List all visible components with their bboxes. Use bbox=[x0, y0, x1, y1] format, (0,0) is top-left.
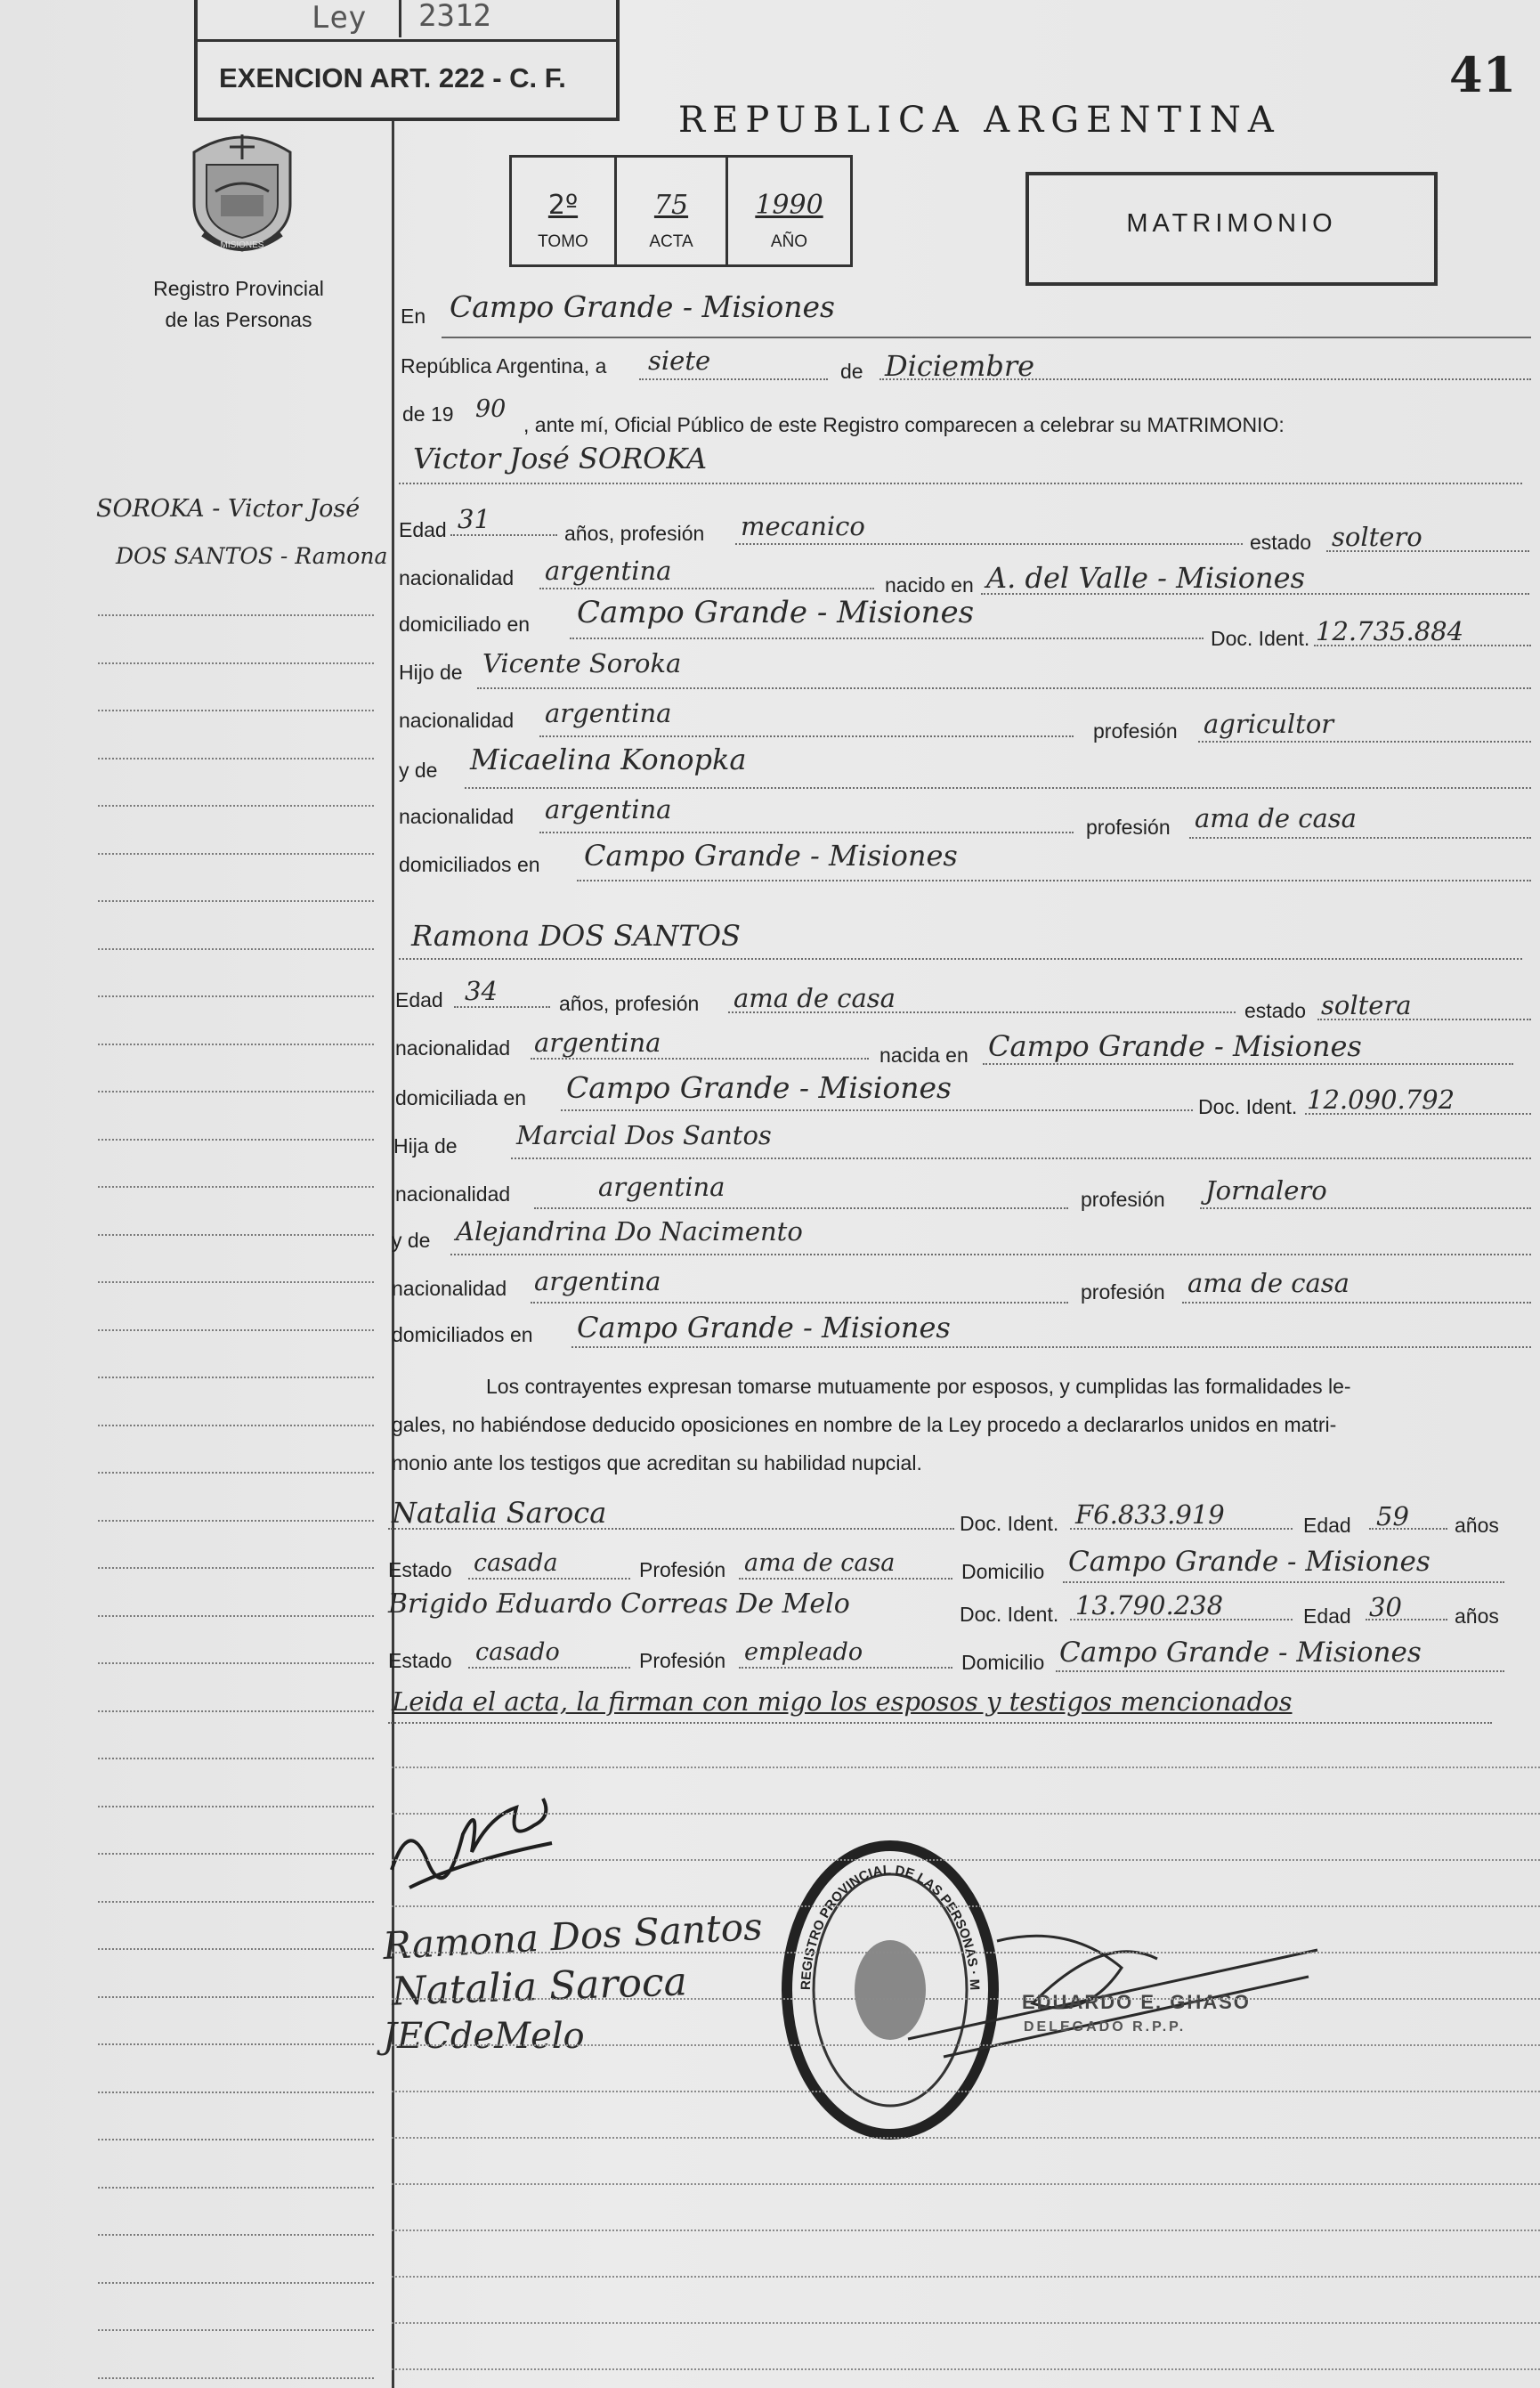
bride-y-de-label: y de bbox=[392, 1229, 431, 1252]
bride-age: 34 bbox=[465, 976, 498, 1006]
witness1-age: 59 bbox=[1376, 1501, 1409, 1531]
country-title: REPUBLICA ARGENTINA bbox=[678, 100, 1281, 141]
witness1-domicile: Campo Grande - Misiones bbox=[1068, 1546, 1431, 1578]
bride-birthplace: Campo Grande - Misiones bbox=[988, 1029, 1362, 1063]
margin-ruled-line bbox=[98, 1948, 374, 1950]
witness2-age: 30 bbox=[1369, 1592, 1402, 1622]
ano-label: AÑO bbox=[770, 232, 808, 251]
bride-hija-label: Hija de bbox=[393, 1134, 458, 1157]
witness1-edad-label: Edad bbox=[1303, 1514, 1351, 1537]
margin-ruled-line bbox=[98, 662, 374, 664]
groom-mother-prof-label: profesión bbox=[1086, 816, 1171, 839]
registry-line-1: Registro Provincial bbox=[153, 277, 324, 300]
bride-domiciliada-label: domiciliada en bbox=[395, 1086, 527, 1109]
tomo-cell bbox=[512, 158, 617, 264]
bride-father-prof-label: profesión bbox=[1081, 1188, 1165, 1211]
margin-ruled-line bbox=[98, 1806, 374, 1807]
witness1-status: casada bbox=[474, 1549, 558, 1577]
blank-ruled-line bbox=[392, 1998, 1540, 2000]
groom-mother-nationality: argentina bbox=[545, 794, 672, 824]
blank-ruled-line bbox=[392, 2044, 1540, 2046]
ano-value: 1990 bbox=[755, 190, 823, 221]
witness1-estado-label: Estado bbox=[388, 1558, 452, 1581]
bride-mother-nac-label: nacionalidad bbox=[392, 1277, 507, 1300]
bride-mother-profession: ama de casa bbox=[1187, 1268, 1350, 1298]
witness1-prof-label: Profesión bbox=[639, 1558, 726, 1581]
margin-ruled-line bbox=[98, 614, 374, 616]
margin-ruled-line bbox=[98, 2234, 374, 2236]
bride-profession: ama de casa bbox=[734, 983, 896, 1013]
margin-ruled-line bbox=[98, 758, 374, 759]
margin-ruled-line bbox=[98, 1853, 374, 1855]
page-number: 41 bbox=[1449, 46, 1517, 103]
margin-ruled-line bbox=[98, 1710, 374, 1712]
groom-mother: Micaelina Konopka bbox=[470, 743, 747, 776]
groom-doc-label: Doc. Ident. bbox=[1211, 627, 1310, 650]
margin-ruled-line bbox=[98, 1425, 374, 1426]
witness2-status: casado bbox=[475, 1638, 560, 1666]
exemption-stamp bbox=[194, 0, 620, 121]
bride-doc-id: 12.090.792 bbox=[1307, 1084, 1455, 1115]
bride-father-profession: Jornalero bbox=[1205, 1175, 1327, 1206]
blank-ruled-line bbox=[392, 2183, 1540, 2185]
margin-ruled-line bbox=[98, 853, 374, 855]
groom-father-profession: agricultor bbox=[1204, 709, 1334, 739]
groom-edad-label: Edad bbox=[399, 518, 447, 541]
record-number-box bbox=[509, 155, 853, 267]
day: siete bbox=[648, 345, 711, 376]
margin-ruled-line bbox=[98, 805, 374, 807]
witness1-doc-id: F6.833.919 bbox=[1075, 1499, 1225, 1530]
bride-doc-label: Doc. Ident. bbox=[1198, 1095, 1298, 1118]
blank-ruled-line bbox=[392, 2137, 1540, 2139]
bride-edad-label: Edad bbox=[395, 988, 443, 1011]
witness2-profession: empleado bbox=[744, 1638, 863, 1666]
margin-name-groom: SOROKA - Victor José bbox=[96, 495, 361, 523]
bride-father-nac-label: nacionalidad bbox=[395, 1182, 511, 1206]
coat-of-arms-seal bbox=[185, 129, 299, 256]
closing-text: Leida el acta, la firman con migo los esposos y testigos mencionados bbox=[392, 1686, 1293, 1717]
witness2-edad-label: Edad bbox=[1303, 1604, 1351, 1628]
act-type-box bbox=[1025, 172, 1438, 286]
witness2-prof-label: Profesión bbox=[639, 1649, 726, 1672]
month: Diciembre bbox=[885, 349, 1035, 383]
acta-value: 75 bbox=[653, 190, 689, 221]
groom-father-nationality: argentina bbox=[545, 698, 672, 728]
groom-y-de-label: y de bbox=[399, 759, 438, 782]
margin-ruled-line bbox=[98, 1377, 374, 1378]
margin-ruled-line bbox=[98, 1567, 374, 1569]
groom-mother-profession: ama de casa bbox=[1195, 803, 1357, 833]
groom-mother-nac-label: nacionalidad bbox=[399, 805, 515, 828]
witness1-profession: ama de casa bbox=[744, 1549, 896, 1577]
witness2-name: Brigido Eduardo Correas De Melo bbox=[388, 1588, 850, 1620]
ley-number: 2312 bbox=[418, 0, 491, 34]
bride-parents-dom-label: domiciliados en bbox=[392, 1323, 533, 1346]
svg-text:REGISTRO PROVINCIAL DE LAS PER: REGISTRO PROVINCIAL DE LAS PERSONAS · M bbox=[798, 1862, 983, 1991]
witness2-estado-label: Estado bbox=[388, 1649, 452, 1672]
groom-nacido-label: nacido en bbox=[885, 573, 974, 597]
margin-ruled-line bbox=[98, 1758, 374, 1759]
margin-ruled-line bbox=[98, 1329, 374, 1331]
blank-ruled-line bbox=[392, 2276, 1540, 2278]
svg-text:MISIONES: MISIONES bbox=[220, 240, 264, 250]
margin-ruled-line bbox=[98, 2329, 374, 2331]
margin-ruled-line bbox=[98, 1139, 374, 1141]
groom-father-nac-label: nacionalidad bbox=[399, 709, 515, 732]
official-name: EDUARDO E. GHASO bbox=[1022, 1991, 1251, 2013]
witness2-doc-id: 13.790.238 bbox=[1075, 1590, 1224, 1620]
margin-ruled-line bbox=[98, 1044, 374, 1045]
year-suffix: 90 bbox=[475, 395, 507, 423]
bride-nacida-label: nacida en bbox=[879, 1044, 969, 1067]
blank-ruled-line bbox=[392, 1767, 1540, 1768]
blank-ruled-line bbox=[392, 2230, 1540, 2231]
witness2-domicile: Campo Grande - Misiones bbox=[1059, 1637, 1422, 1669]
groom-status: soltero bbox=[1332, 522, 1422, 552]
margin-ruled-line bbox=[98, 2187, 374, 2189]
margin-ruled-line bbox=[98, 1186, 374, 1188]
groom-nationality: argentina bbox=[545, 556, 672, 586]
groom-doc-id: 12.735.884 bbox=[1316, 616, 1464, 646]
margin-ruled-line bbox=[98, 1472, 374, 1474]
bride-estado-label: estado bbox=[1244, 999, 1307, 1022]
signature-bride: Ramona Dos Santos bbox=[382, 1904, 764, 1969]
signature-witness1: Natalia Saroca bbox=[391, 1959, 688, 2015]
margin-ruled-line bbox=[98, 2092, 374, 2093]
groom-profesion-label: años, profesión bbox=[564, 522, 705, 545]
bride-nationality: argentina bbox=[534, 1027, 661, 1058]
bride-name: Ramona DOS SANTOS bbox=[411, 919, 741, 953]
bride-parents-domicile: Campo Grande - Misiones bbox=[577, 1311, 951, 1344]
bride-domicile: Campo Grande - Misiones bbox=[566, 1070, 952, 1105]
bride-father-nationality: argentina bbox=[598, 1172, 725, 1202]
margin-ruled-line bbox=[98, 2377, 374, 2379]
republica-label: República Argentina, a bbox=[401, 354, 607, 378]
groom-profession: mecanico bbox=[741, 511, 865, 541]
groom-domicile: Campo Grande - Misiones bbox=[577, 595, 975, 630]
margin-ruled-line bbox=[98, 1520, 374, 1522]
registry-line-2: de las Personas bbox=[165, 308, 312, 331]
blank-ruled-line bbox=[392, 2368, 1540, 2370]
ano-cell bbox=[728, 158, 850, 264]
margin-ruled-line bbox=[98, 1901, 374, 1903]
margin-ruled-line bbox=[98, 710, 374, 711]
margin-ruled-line bbox=[98, 1662, 374, 1664]
bride-status: soltera bbox=[1321, 990, 1412, 1020]
bride-profesion-label: años, profesión bbox=[559, 992, 700, 1015]
de-label: de bbox=[840, 360, 863, 383]
bride-nacionalidad-label: nacionalidad bbox=[395, 1036, 511, 1060]
margin-ruled-line bbox=[98, 995, 374, 997]
groom-name: Victor José SOROKA bbox=[413, 442, 708, 475]
groom-father: Vicente Soroka bbox=[482, 648, 682, 678]
registrar-signature bbox=[374, 1781, 588, 1914]
blank-ruled-line bbox=[392, 1859, 1540, 1861]
margin-ruled-line bbox=[98, 2282, 374, 2284]
witness1-dom-label: Domicilio bbox=[961, 1560, 1045, 1583]
declaration-line-2: gales, no habiéndose deducido oposiciones en nombre de la Ley procedo a declararlos unidos en matri- bbox=[392, 1413, 1337, 1436]
bride-mother-nationality: argentina bbox=[534, 1266, 661, 1296]
margin-ruled-line bbox=[98, 2043, 374, 2045]
acta-cell bbox=[617, 158, 728, 264]
signature-witness2: JECdeMelo bbox=[383, 2016, 585, 2057]
groom-birthplace: A. del Valle - Misiones bbox=[986, 561, 1305, 595]
bride-father: Marcial Dos Santos bbox=[516, 1120, 772, 1150]
witness2-doc-label: Doc. Ident. bbox=[960, 1603, 1059, 1626]
tomo-value: 2º bbox=[547, 190, 579, 221]
ley-label: Ley bbox=[312, 0, 367, 36]
declaration-text bbox=[392, 1368, 1504, 1482]
groom-hijo-label: Hijo de bbox=[399, 661, 463, 684]
declaration-line-3: monio ante los testigos que acreditan su habilidad nupcial. bbox=[392, 1451, 922, 1474]
appear-text: , ante mí, Oficial Público de este Registro comparecen a celebrar su MATRIMONIO: bbox=[523, 413, 1285, 436]
blank-ruled-line bbox=[392, 1952, 1540, 1953]
bride-mother: Alejandrina Do Nacimento bbox=[456, 1216, 803, 1247]
groom-age: 31 bbox=[458, 504, 490, 534]
margin-ruled-line bbox=[98, 1234, 374, 1236]
blank-ruled-line bbox=[392, 1905, 1540, 1907]
groom-parents-dom-label: domiciliados en bbox=[399, 853, 540, 876]
official-title: DELEGADO R.P.P. bbox=[1024, 2019, 1187, 2035]
groom-parents-domicile: Campo Grande - Misiones bbox=[584, 839, 958, 873]
margin-ruled-line bbox=[98, 1615, 374, 1617]
groom-nacionalidad-label: nacionalidad bbox=[399, 566, 515, 589]
witness2-dom-label: Domicilio bbox=[961, 1651, 1045, 1674]
groom-estado-label: estado bbox=[1250, 531, 1312, 554]
acta-label: ACTA bbox=[649, 232, 693, 251]
margin-ruled-line bbox=[98, 900, 374, 902]
act-type: MATRIMONIO bbox=[1126, 209, 1337, 238]
en-label: En bbox=[401, 305, 426, 328]
margin-ruled-line bbox=[98, 1996, 374, 1998]
witness1-name: Natalia Saroca bbox=[392, 1496, 607, 1530]
groom-father-prof-label: profesión bbox=[1093, 719, 1178, 743]
blank-ruled-line bbox=[392, 2322, 1540, 2324]
margin-name-bride: DOS SANTOS - Ramona bbox=[116, 543, 388, 569]
margin-ruled-line bbox=[98, 948, 374, 950]
year-prefix: de 19 bbox=[402, 402, 454, 426]
witness1-doc-label: Doc. Ident. bbox=[960, 1512, 1059, 1535]
bride-mother-prof-label: profesión bbox=[1081, 1280, 1165, 1304]
margin-ruled-line bbox=[98, 2139, 374, 2140]
groom-domiciliado-label: domiciliado en bbox=[399, 613, 531, 636]
exencion-text: EXENCION ART. 222 - C. F. bbox=[219, 62, 566, 93]
blank-ruled-line bbox=[392, 2091, 1540, 2092]
witness2-anos-label: años bbox=[1455, 1604, 1499, 1628]
declaration-line-1: Los contrayentes expresan tomarse mutuamente por esposos, y cumplidas las formalidades le- bbox=[486, 1375, 1351, 1398]
margin-ruled-line bbox=[98, 1091, 374, 1092]
margin-ruled-line bbox=[98, 1281, 374, 1283]
witness1-anos-label: años bbox=[1455, 1514, 1499, 1537]
blank-ruled-line bbox=[392, 1813, 1540, 1815]
place: Campo Grande - Misiones bbox=[450, 289, 835, 324]
tomo-label: TOMO bbox=[538, 232, 588, 251]
